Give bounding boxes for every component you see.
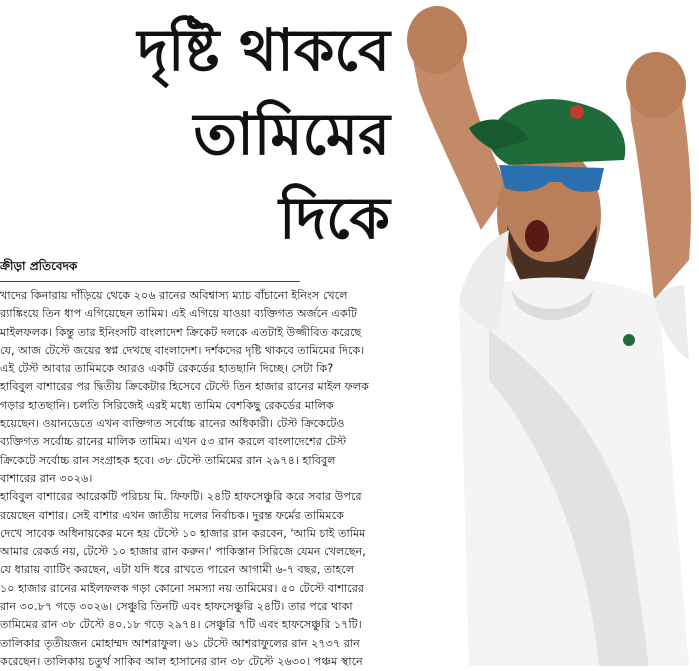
article-line: গড়ার হাতছানি। চলতি সিরিজেই এরই মধ্যে তামিম বেশকিছু রেকর্ডের মালিক bbox=[0, 398, 334, 412]
mouth bbox=[525, 220, 549, 252]
left-fist bbox=[407, 6, 467, 74]
right-fist bbox=[626, 52, 686, 118]
article-line: হাবিবুল বাশারের পর দ্বিতীয় ক্রিকেটার হিসেবে টেস্টে তিন হাজার রানের মাইল ফলক bbox=[0, 380, 369, 394]
article-paragraph-1 bbox=[0, 287, 480, 488]
article-line: ব্যক্তিগত সর্বোচ্চ রানের মালিক তামিম। এখন ৫৩ রান করলে বাংলাদেশের টেস্ট bbox=[0, 435, 347, 449]
article-line: এই টেস্ট আবার তামিমকে আরও একটি রেকর্ডের হাতছানি দিচ্ছে। সেটা কি? bbox=[0, 362, 334, 376]
jersey-logo bbox=[623, 334, 635, 346]
byline: ক্রীড়া প্রতিবেদক bbox=[0, 259, 78, 273]
headline-line-3: দিকে bbox=[279, 184, 390, 252]
article-line: খাদের কিনারায় দাঁড়িয়ে থেকে ২০৬ রানের অবিশ্বাস্য ম্যাচ বাঁচানো ইনিংস খেলে bbox=[0, 289, 348, 302]
article-line: তামিমের রান ৩৮ টেস্টে ৪০.১৮ গড়ে ২৯৭৪। সেঞ্চুরি ৭টি এবং হাফসেঞ্চুরি ১৭টি। bbox=[0, 618, 362, 632]
article-line: দেখে সাবেক অধিনায়কের মনে হয় টেস্টে ১০ হাজার রান করবেন, 'আমি চাই তামিম bbox=[0, 526, 366, 540]
article-line: হয়েছেন। ওয়ানডেতে এখন ব্যক্তিগত সর্বোচ্চ রানের অধিকারী। টেস্ট ক্রিকেটেও bbox=[0, 417, 345, 431]
article-line: রয়েছেন বাশার। সেই বাশার এখন জাতীয় দলের নির্বাচক। দুরন্ত ফর্মের তামিমকে bbox=[0, 508, 344, 522]
article-line: তালিকার তৃতীয়জন মোহাম্মদ আশরাফুল। ৬১ টেস্টে আশরাফুলের রান ২৭৩৭ রান bbox=[0, 636, 360, 650]
article-line: রান ৩০.৮৭ গড়ে ৩০২৬। সেঞ্চুরি তিনটি এবং হাফসেঞ্চুরি ২৪টি। তার পরে থাকা bbox=[0, 600, 353, 614]
article-line: র‍্যাঙ্কিংয়ে তিন ধাপ এগিয়েছেন তামিম। এই এগিয়ে যাওয়া ব্যক্তিগত অর্জনে একটি bbox=[0, 307, 358, 321]
byline-divider bbox=[0, 281, 300, 282]
article-line: মাইলফলক। কিন্তু তার ইনিংসটি বাংলাদেশ ক্রিকেট দলকে এতটাই উজ্জীবিত করেছে bbox=[0, 325, 362, 339]
article-line: যে, আজ টেস্টে জয়ের স্বপ্ন দেখছে বাংলাদেশ। দর্শকদের দৃষ্টি থাকবে তামিমের দিকে। bbox=[0, 343, 365, 357]
headline-line-1: দৃষ্টি থাকবে bbox=[137, 16, 390, 84]
cap-badge bbox=[570, 105, 584, 119]
article-line: করেছেন। তালিকায় চতুর্থ সাকিব আল হাসানের রান ৩৮ টেস্টে ২৬৩০। পঞ্চম স্থানে bbox=[0, 654, 363, 668]
article-body bbox=[0, 287, 480, 671]
article-line: হাবিবুল বাশারের আরেকটি পরিচয় মি. ফিফটি। ২৪টি হাফসেঞ্চুরি করে সবার উপরে bbox=[0, 490, 362, 504]
headline-line-2: তামিমের bbox=[193, 100, 390, 168]
article-line: বাশারের রান ৩০২৬। bbox=[0, 471, 93, 485]
article-line: আমার রেকর্ড নয়, টেস্টে ১০ হাজার রান করুন।' পাকিস্তান সিরিজে যেমন খেলছেন, bbox=[0, 545, 366, 559]
article-line: যে ধারায় ব্যাটিং করছেন, এটা যদি ধরে রাখতে পারেন আগামী ৬-৭ বছর, তাহলে bbox=[0, 563, 355, 577]
headline bbox=[60, 8, 390, 260]
article-line: ক্রিকেটে সর্বোচ্চ রান সংগ্রাহক হবে। ৩৮ টেস্টে তামিমের রান ২৯৭৪। হাবিবুল bbox=[0, 453, 336, 467]
article-paragraph-2 bbox=[0, 488, 480, 671]
article-line: ১০ হাজার রানের মাইলফলক গড়া কোনো সমস্যা নয় তামিমের। ৫০ টেস্টে বাশারের bbox=[0, 581, 365, 595]
